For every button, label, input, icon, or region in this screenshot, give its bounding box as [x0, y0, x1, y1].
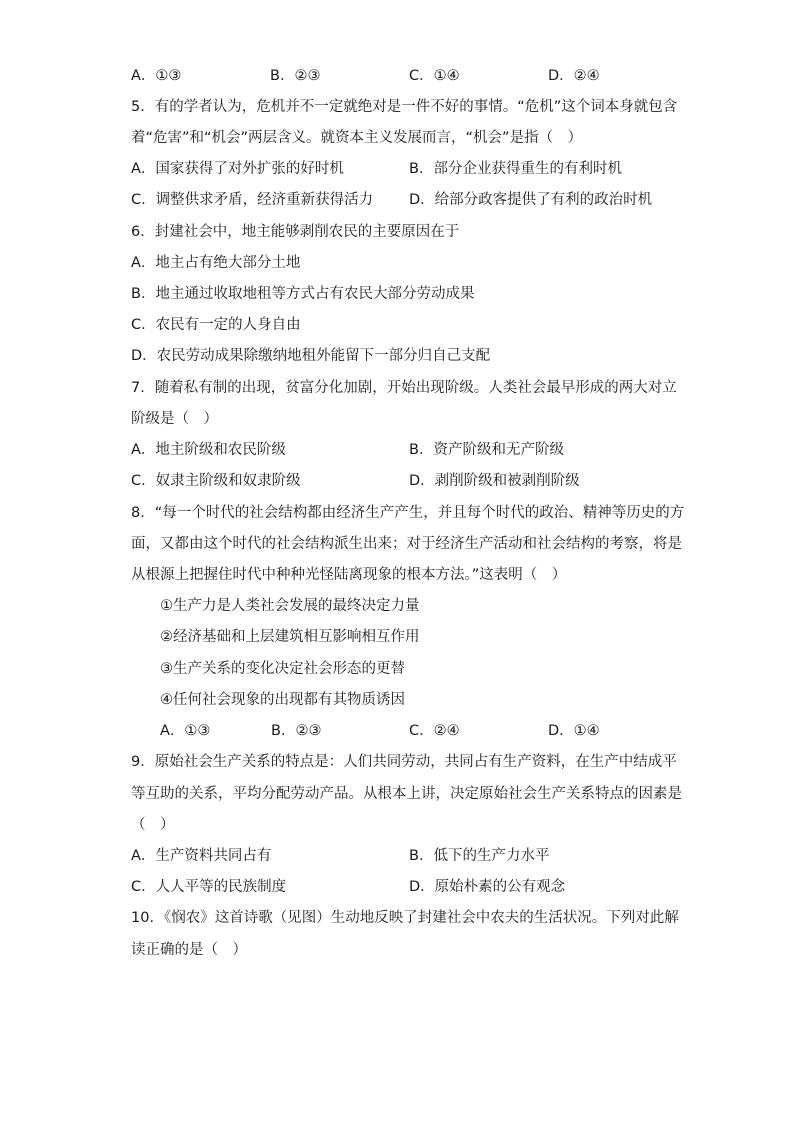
q4-option-a: A．①③ [131, 68, 182, 84]
q8-stem-line-3: 从根源上把握住时代中种种光怪陆离现象的根本方法。”这表明（ ） [131, 567, 567, 583]
q4-option-c: C．①④ [409, 68, 460, 84]
q6-option-b: B．地主通过收取地租等方式占有农民大部分劳动成果 [131, 286, 475, 302]
q5-option-c: C．调整供求矛盾，经济重新获得活力 [131, 192, 374, 208]
q10-stem-line-2: 读正确的是（ ） [131, 942, 247, 958]
q7-stem-line-2: 阶级是（ ） [131, 411, 218, 427]
q7-option-b: B．资产阶级和无产阶级 [409, 442, 564, 458]
q7-stem-line-1: 7．随着私有制的出现，贫富分化加剧，开始出现阶级。人类社会最早形成的两大对立 [131, 380, 677, 396]
q9-stem-line-2: 等互助的关系，平均分配劳动产品。从根本上讲，决定原始社会生产关系特点的因素是 [131, 786, 682, 802]
q5-option-a: A．国家获得了对外扩张的好时机 [131, 161, 344, 177]
q9-option-a: A．生产资料共同占有 [131, 848, 272, 864]
q9-option-c: C．人人平等的民族制度 [131, 879, 287, 895]
q4-option-b: B．②③ [270, 68, 321, 84]
q6-option-a: A．地主占有绝大部分土地 [131, 255, 301, 271]
q5-option-b: B．部分企业获得重生的有利时机 [409, 161, 622, 177]
q8-option-b: B．②③ [271, 723, 322, 739]
q8-stem-line-1: 8．“每一个时代的社会结构都由经济生产产生，并且每个时代的政治、精神等历史的方 [131, 505, 685, 521]
q6-option-d: D．农民劳动成果除缴纳地租外能留下一部分归自己支配 [131, 348, 491, 364]
q8-item-4: ④任何社会现象的出现都有其物质诱因 [160, 692, 405, 708]
q8-option-a: A．①③ [160, 723, 211, 739]
q5-stem-line-2: 着“危害”和“机会”两层含义。就资本主义发展而言，“机会”是指（ ） [131, 130, 583, 146]
q10-stem-line-1: 10．《悯农》这首诗歌（见图）生动地反映了封建社会中农夫的生活状况。下列对此解 [131, 910, 679, 926]
q5-stem-line-1: 5．有的学者认为，危机并不一定就绝对是一件不好的事情。“危机”这个词本身就包含 [131, 99, 678, 115]
q9-stem-line-3: （ ） [131, 817, 175, 833]
q7-option-d: D．剥削阶级和被剥削阶级 [409, 473, 580, 489]
q7-option-c: C．奴隶主阶级和奴隶阶级 [131, 473, 301, 489]
q9-option-b: B．低下的生产力水平 [409, 848, 550, 864]
q9-stem-line-1: 9．原始社会生产关系的特点是：人们共同劳动，共同占有生产资料，在生产中结成平 [131, 754, 677, 770]
q6-option-c: C．农民有一定的人身自由 [131, 317, 301, 333]
q4-option-d: D．②④ [548, 68, 600, 84]
q8-option-d: D．①④ [548, 723, 600, 739]
q7-option-a: A．地主阶级和农民阶级 [131, 442, 286, 458]
q8-item-1: ①生产力是人类社会发展的最终决定力量 [160, 598, 420, 614]
q5-option-d: D．给部分政客提供了有利的政治时机 [409, 192, 653, 208]
q8-item-2: ②经济基础和上层建筑相互影响相互作用 [160, 629, 420, 645]
q9-option-d: D．原始朴素的公有观念 [409, 879, 566, 895]
q6-stem-line-1: 6．封建社会中，地主能够剥削农民的主要原因在于 [131, 224, 460, 240]
q8-stem-line-2: 面，又都由这个时代的社会结构派生出来；对于经济生产活动和社会结构的考察，将是 [131, 536, 682, 552]
q8-item-3: ③生产关系的变化决定社会形态的更替 [160, 661, 405, 677]
q8-option-c: C．②④ [409, 723, 460, 739]
